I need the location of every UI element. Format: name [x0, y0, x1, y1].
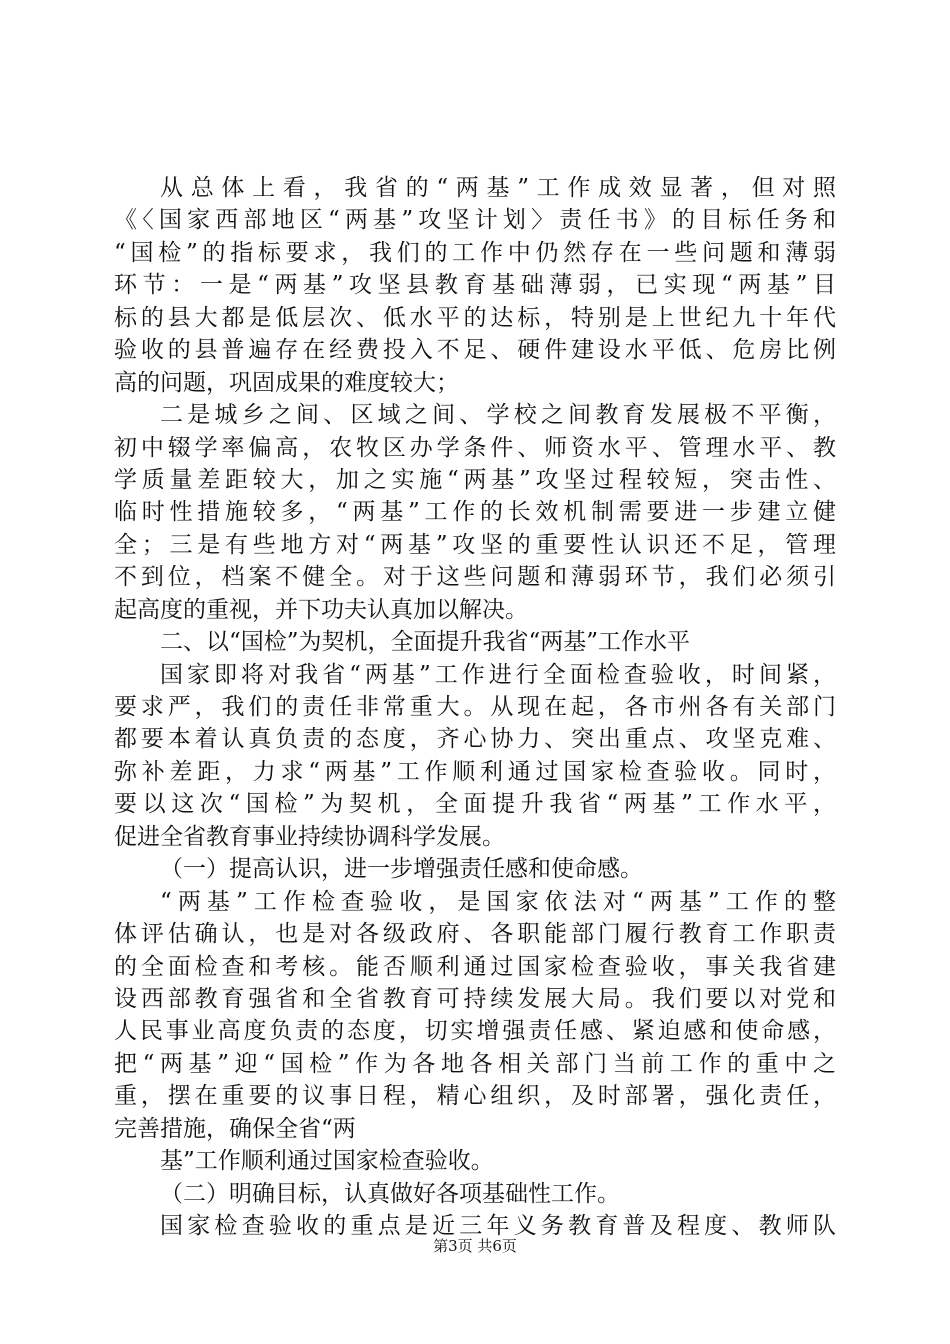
- text-line: 全；三是有些地方对“两基”攻坚的重要性认识还不足，管理: [114, 531, 836, 558]
- text-line: （二）明确目标，认真做好各项基础性工作。: [160, 1180, 620, 1207]
- text-line: 国家检查验收的重点是近三年义务教育普及程度、教师队: [160, 1213, 836, 1239]
- text-line: 从总体上看，我省的“两基”工作成效显著，但对照: [160, 175, 836, 201]
- text-line: 学质量差距较大，加之实施“两基”攻坚过程较短，突击性、: [114, 466, 836, 493]
- text-line: 国家即将对我省“两基”工作进行全面检查验收，时间紧，: [160, 661, 836, 688]
- text-line: 标的县大都是低层次、低水平的达标，特别是上世纪九十年代: [114, 304, 836, 331]
- text-line: 把“两基”迎“国检”作为各地各相关部门当前工作的重中之: [114, 1050, 836, 1077]
- text-line: 起高度的重视，并下功夫认真加以解决。: [114, 596, 528, 623]
- text-line: 二、以“国检”为契机，全面提升我省“两基”工作水平: [160, 629, 691, 656]
- text-line: 体评估确认，也是对各级政府、各职能部门履行教育工作职责: [114, 921, 836, 948]
- text-line: 二是城乡之间、区域之间、学校之间教育发展极不平衡，: [160, 402, 836, 429]
- text-line: 重，摆在重要的议事日程，精心组织，及时部署，强化责任，: [114, 1083, 836, 1110]
- text-line: 完善措施，确保全省“两: [114, 1115, 356, 1142]
- text-line: 临时性措施较多，“两基”工作的长效机制需要进一步建立健: [114, 499, 836, 526]
- text-line: 初中辍学率偏高，农牧区办学条件、师资水平、管理水平、教: [114, 434, 836, 461]
- page-number-footer: 第3页 共6页: [433, 1237, 517, 1255]
- text-line: 高的问题，巩固成果的难度较大；: [114, 369, 459, 396]
- text-line: “国检”的指标要求，我们的工作中仍然存在一些问题和薄弱: [114, 239, 836, 266]
- text-line: 都要本着认真负责的态度，齐心协力、突出重点、攻坚克难、: [114, 726, 836, 753]
- text-line: 设西部教育强省和全省教育可持续发展大局。我们要以对党和: [114, 985, 836, 1012]
- text-line: 环节：一是“两基”攻坚县教育基础薄弱，已实现“两基”目: [114, 272, 836, 299]
- document-body: [114, 172, 836, 1242]
- text-line: 基”工作顺利通过国家检查验收。: [160, 1148, 494, 1175]
- text-line: 要以这次“国检”为契机，全面提升我省“两基”工作水平，: [114, 791, 836, 818]
- text-line: 不到位，档案不健全。对于这些问题和薄弱环节，我们必须引: [114, 564, 836, 591]
- text-line: 的全面检查和考核。能否顺利通过国家检查验收，事关我省建: [114, 953, 836, 980]
- text-line: 《〈国家西部地区“两基”攻坚计划〉责任书》的目标任务和: [114, 207, 836, 234]
- text-line: 人民事业高度负责的态度，切实增强责任感、紧迫感和使命感，: [114, 1018, 836, 1045]
- text-line: 要求严，我们的责任非常重大。从现在起，各市州各有关部门: [114, 694, 836, 720]
- text-line: 促进全省教育事业持续协调科学发展。: [114, 823, 505, 850]
- text-line: （一）提高认识，进一步增强责任感和使命感。: [160, 856, 643, 883]
- text-line: “两基”工作检查验收，是国家依法对“两基”工作的整: [160, 888, 836, 915]
- text-line: 弥补差距，力求“两基”工作顺利通过国家检查验收。同时，: [114, 758, 836, 785]
- text-line: 验收的县普遍存在经费投入不足、硬件建设水平低、危房比例: [114, 337, 836, 364]
